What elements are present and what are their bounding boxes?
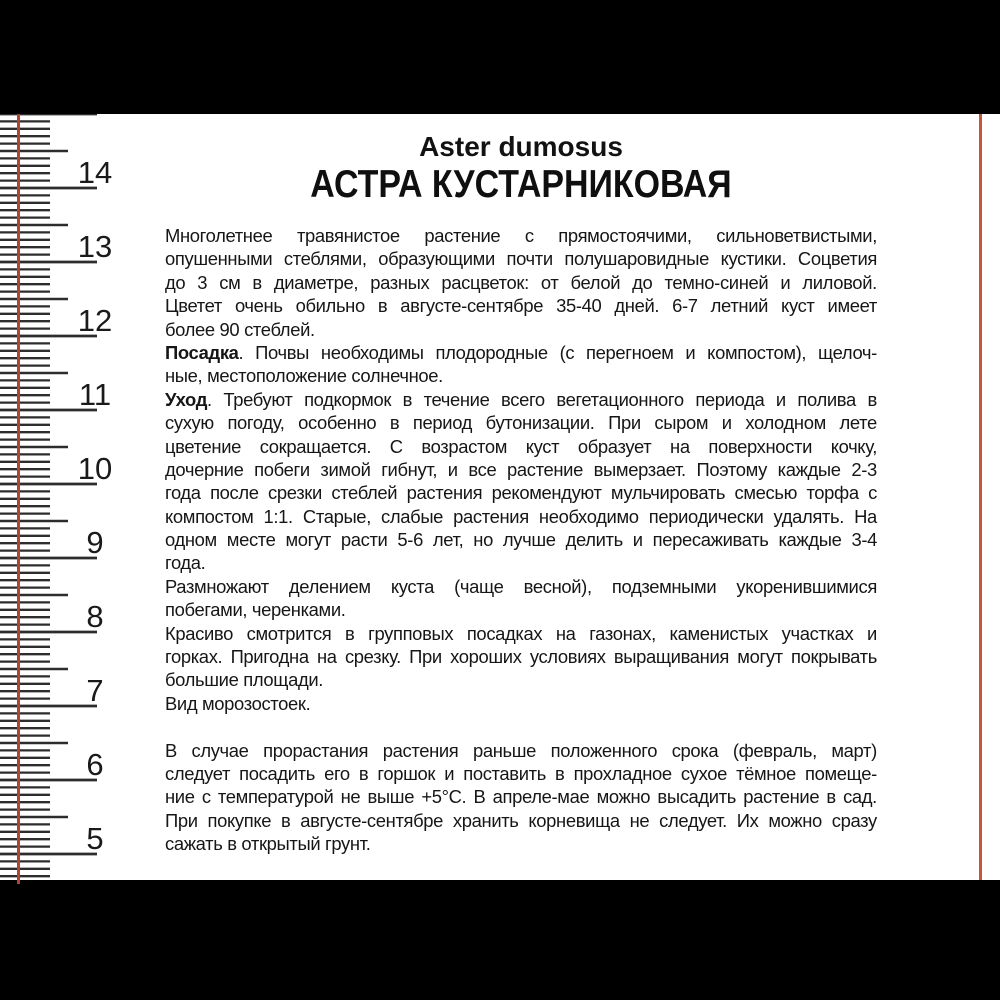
text-line: одном месте могут расти 5-6 лет, но лучше делить и пересаживать каждые 3-4 [165,529,877,551]
registration-line-left [17,114,19,884]
text-line: большие площади. [165,669,324,691]
text-line: Посадка. Почвы необходимы плодородные (с перегноем и компостом), щелоч- [165,341,877,363]
ruler-number: 8 [86,599,104,634]
ruler-number: 12 [77,303,113,338]
ruler-number: 7 [86,673,104,708]
text-line: дочерние побеги зимой гибнут, и все растение вымерзает. Поэтому каждые 2-3 [165,458,877,480]
title-latin: Aster dumosus [419,131,623,162]
text-line: Вид морозостоек. [165,692,311,714]
text-line: года после срезки стеблей растения рекомендуют мульчировать смесью торфа с [165,482,877,504]
text-line: более 90 стеблей. [165,318,315,340]
paragraph [165,575,877,622]
text-line: Многолетнее травянистое растение с прямостоячими, сильноветвистыми, [165,225,877,246]
text-line: Размножают делением куста (чаще весной), подземными укоренившимися [165,575,877,597]
text-line: сажать в открытый грунт. [165,833,371,855]
page-title: АСТРА КУСТАРНИКОВАЯ [310,163,732,206]
ruler-number: 6 [86,747,104,782]
ruler-number: 13 [77,229,113,264]
text-line: компостом 1:1. Старые, слабые растения необходимо периодически удалять. На [165,505,877,527]
paragraph [165,739,877,856]
paragraph [165,692,877,715]
blank-line [165,715,877,738]
text-line: опушенными стеблями, образующими почти полушаровидные кустики. Соцветия [165,248,877,270]
letterbox-top [0,0,1000,114]
paragraph [165,622,877,692]
text-line: сухую погоду, особенно в период бутонизации. При сыром и холодном лете [165,412,877,434]
paragraph [165,341,877,388]
ruler-number: 9 [86,525,104,560]
ruler-number: 5 [86,821,104,856]
text-line: ные, местоположение солнечное. [165,365,443,387]
text-line: При покупке в августе-сентябре хранить корневища не следует. Их можно сразу [165,809,877,831]
text-line: горках. Пригодна на срезку. При хороших условиях выращивания могут покрывать [165,646,877,668]
ruler-number: 10 [77,451,113,486]
ruler-number: 14 [77,155,113,190]
text-line: В случае прорастания растения раньше положенного срока (февраль, март) [165,739,877,761]
text-line: Уход. Требуют подкормок в течение всего вегетационного периода и полива в [165,388,877,410]
paragraph-lead: Уход. [165,388,212,410]
ruler-number: 11 [78,377,112,412]
registration-line-right [979,114,981,880]
letterbox-bottom [0,880,1000,1000]
text-line: Красиво смотрится в групповых посадках на газонах, каменистых участках и [165,622,877,644]
text-line: цветение сокращается. С возрастом куст образует на поверхности кочку, [165,435,877,457]
text-line: следует посадить его в горшок и поставить в прохладное сухое тёмное помеще- [165,762,877,784]
paragraph-lead: Посадка. [165,341,244,363]
text-line: года. [165,552,206,574]
text-column [165,114,877,856]
paragraph [165,224,877,341]
text-line: Цветет очень обильно в августе-сентябре 35-40 дней. 6-7 летний куст имеет [165,295,877,317]
text-line: до 3 см в диаметре, разных расцветок: от белой до темно-синей и лиловой. [165,271,877,293]
body-text [165,224,877,856]
text-line: побегами, черенками. [165,599,346,621]
text-line: ние с температурой не выше +5°С. В апреле-мае можно высадить растение в сад. [165,786,877,808]
paragraph [165,388,877,575]
